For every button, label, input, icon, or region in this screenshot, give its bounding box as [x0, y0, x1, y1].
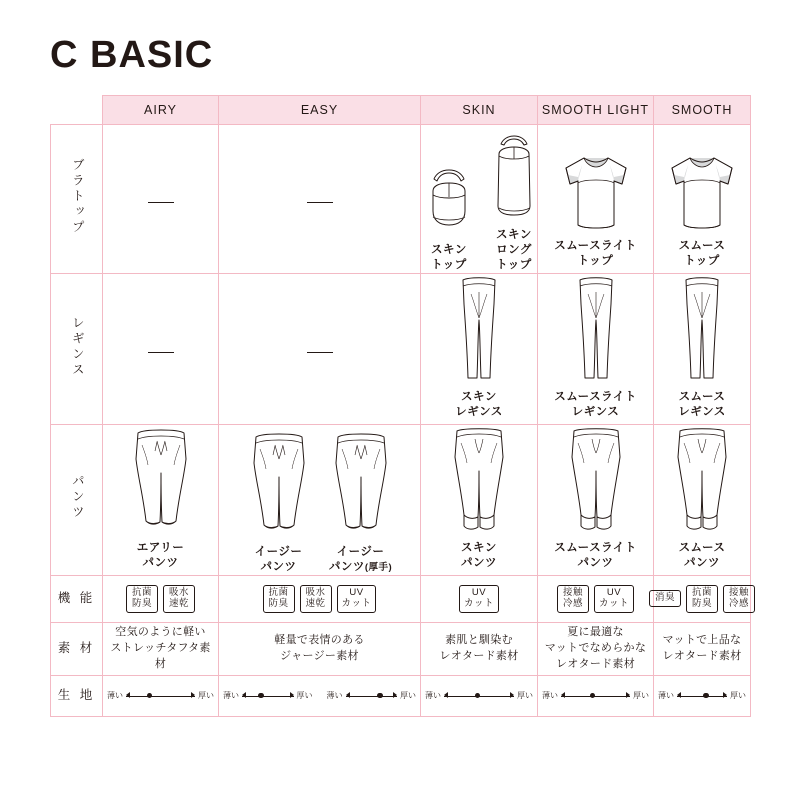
product-caption: スキン トップ	[431, 244, 467, 272]
bra-top-illustration	[418, 165, 480, 239]
pants-illustration	[242, 429, 316, 541]
thin-label: 薄い	[223, 691, 239, 701]
product-caption: エアリー パンツ	[136, 541, 185, 569]
arrow-left-icon	[126, 692, 130, 698]
row-label-fabric: 生 地	[51, 675, 103, 716]
cell-leggings-airy	[103, 274, 219, 425]
thin-label: 薄い	[658, 691, 674, 701]
column-header-easy: EASY	[219, 96, 421, 125]
cell-function-smooth-light	[538, 575, 654, 622]
leggings-illustration	[447, 274, 511, 386]
jogger-pants-illustration	[442, 425, 516, 537]
scale-marker	[475, 693, 481, 699]
cell-bratop-smooth	[654, 125, 751, 274]
product-caption: スムースライト レギンス	[554, 391, 637, 418]
row-label-bratop: ブラトップ	[51, 125, 103, 274]
empty-dash	[307, 352, 333, 353]
table-header-row	[51, 96, 751, 125]
pants-illustration	[124, 425, 198, 537]
table-row	[51, 274, 751, 425]
empty-dash	[148, 352, 174, 353]
cell-material-skin: 素肌と馴染む レオタード素材	[421, 622, 538, 675]
scale-marker	[258, 693, 264, 699]
tshirt-illustration	[658, 149, 746, 235]
camisole-illustration	[488, 132, 540, 224]
column-header-smooth: SMOOTH	[654, 96, 751, 125]
cell-material-smooth: マットで上品な レオタード素材	[654, 622, 751, 675]
product-caption: スムース パンツ	[678, 541, 726, 569]
product-caption: スムースライト パンツ	[554, 541, 637, 569]
product-caption: スムース レギンス	[678, 391, 726, 418]
product-matrix-table	[50, 95, 751, 717]
cell-leggings-smooth	[654, 274, 751, 425]
scale-line	[126, 691, 195, 701]
thickness-scale	[103, 690, 218, 701]
cell-pants-airy	[103, 424, 219, 575]
cell-pants-skin	[421, 424, 538, 575]
thickness-scale	[538, 690, 653, 701]
scale-marker	[590, 693, 596, 699]
function-badge: 消臭	[649, 590, 681, 607]
function-badge: 接触 冷感	[723, 585, 755, 613]
cell-function-skin	[421, 575, 538, 622]
cell-pants-smooth	[654, 424, 751, 575]
cell-material-easy: 軽量で表情のある ジャージー素材	[219, 622, 421, 675]
scale-line	[242, 691, 294, 701]
row-label-leggings: レギンス	[51, 274, 103, 425]
jogger-pants-illustration	[665, 425, 739, 537]
scale-marker	[703, 693, 709, 699]
arrow-left-icon	[242, 692, 246, 698]
thickness-scale	[421, 690, 537, 701]
cell-leggings-skin	[421, 274, 538, 425]
product-caption: スキン パンツ	[461, 541, 497, 569]
function-badge: 抗菌 防臭	[686, 585, 718, 613]
thin-label: 薄い	[425, 691, 441, 701]
row-label-function: 機 能	[51, 575, 103, 622]
product-caption: スキン ロング トップ	[496, 229, 532, 272]
column-header-airy: AIRY	[103, 96, 219, 125]
cell-bratop-airy	[103, 125, 219, 274]
jogger-pants-illustration	[559, 425, 633, 537]
scale-marker	[147, 693, 153, 699]
product-caption: イージー パンツ(厚手)	[328, 545, 393, 573]
scale-line	[444, 691, 514, 701]
table-row	[51, 424, 751, 575]
thickness-scale	[654, 690, 750, 701]
table-row	[51, 675, 751, 716]
thick-label: 厚い	[633, 691, 649, 701]
product-easy-pants-thick	[324, 425, 398, 575]
thin-label: 薄い	[326, 691, 343, 701]
cell-material-smooth-light: 夏に最適な マットでなめらかな レオタード素材	[538, 622, 654, 675]
function-badge: UV カット	[594, 585, 634, 613]
scale-line	[561, 691, 630, 701]
cell-fabric-smooth	[654, 675, 751, 716]
product-skin-long-top	[488, 125, 540, 273]
table-row	[51, 125, 751, 274]
cell-material-airy: 空気のように軽い ストレッチタフタ素材	[103, 622, 219, 675]
arrow-left-icon	[444, 692, 448, 698]
empty-dash	[148, 202, 174, 203]
scale-line	[346, 691, 398, 701]
cell-bratop-skin	[421, 125, 538, 274]
row-label-material: 素 材	[51, 622, 103, 675]
leggings-illustration	[670, 274, 734, 386]
product-skin-top	[418, 125, 480, 273]
function-badge: 接触 冷感	[557, 585, 589, 613]
cell-pants-smooth-light	[538, 424, 654, 575]
thick-label: 厚い	[517, 691, 533, 701]
leggings-illustration	[564, 274, 628, 386]
product-caption: スムース トップ	[678, 240, 726, 268]
cell-pants-easy	[219, 424, 421, 575]
scale-line	[677, 691, 727, 701]
cell-function-airy	[103, 575, 219, 622]
function-badge: 吸水 速乾	[300, 585, 332, 613]
product-caption: イージー パンツ	[254, 545, 303, 573]
cell-function-smooth	[654, 575, 751, 622]
cell-leggings-smooth-light	[538, 274, 654, 425]
product-caption: スムースライト トップ	[554, 240, 637, 268]
arrow-left-icon	[346, 692, 350, 698]
thickness-scale	[219, 690, 317, 701]
function-badge: 抗菌 防臭	[263, 585, 295, 613]
column-header-skin: SKIN	[421, 96, 538, 125]
arrow-left-icon	[677, 692, 681, 698]
function-badge: UV カット	[459, 585, 499, 613]
pants-illustration	[324, 429, 398, 541]
product-caption: スキン レギンス	[455, 391, 503, 418]
header-corner-blank	[51, 96, 103, 125]
table-row	[51, 575, 751, 622]
function-badge: UV カット	[337, 585, 377, 613]
thickness-scale	[323, 690, 421, 701]
cell-fabric-smooth-light	[538, 675, 654, 716]
cell-fabric-airy	[103, 675, 219, 716]
cell-leggings-easy	[219, 274, 421, 425]
thick-label: 厚い	[198, 691, 214, 701]
cell-fabric-easy	[219, 675, 421, 716]
product-easy-pants	[242, 425, 316, 575]
cell-function-easy	[219, 575, 421, 622]
tshirt-illustration	[552, 149, 640, 235]
scale-marker	[377, 693, 383, 699]
column-header-smooth-light: SMOOTH LIGHT	[538, 96, 654, 125]
thin-label: 薄い	[542, 691, 558, 701]
cell-bratop-smooth-light	[538, 125, 654, 274]
cell-bratop-easy	[219, 125, 421, 274]
function-badge: 吸水 速乾	[163, 585, 195, 613]
table-row	[51, 622, 751, 675]
thin-label: 薄い	[107, 691, 123, 701]
empty-dash	[307, 202, 333, 203]
thick-label: 厚い	[730, 691, 746, 701]
page-title: C BASIC	[50, 34, 214, 76]
row-label-pants: パンツ	[51, 424, 103, 575]
function-badge: 抗菌 防臭	[126, 585, 158, 613]
thick-label: 厚い	[400, 691, 416, 701]
thick-label: 厚い	[296, 691, 313, 701]
arrow-left-icon	[561, 692, 565, 698]
cell-fabric-skin	[421, 675, 538, 716]
